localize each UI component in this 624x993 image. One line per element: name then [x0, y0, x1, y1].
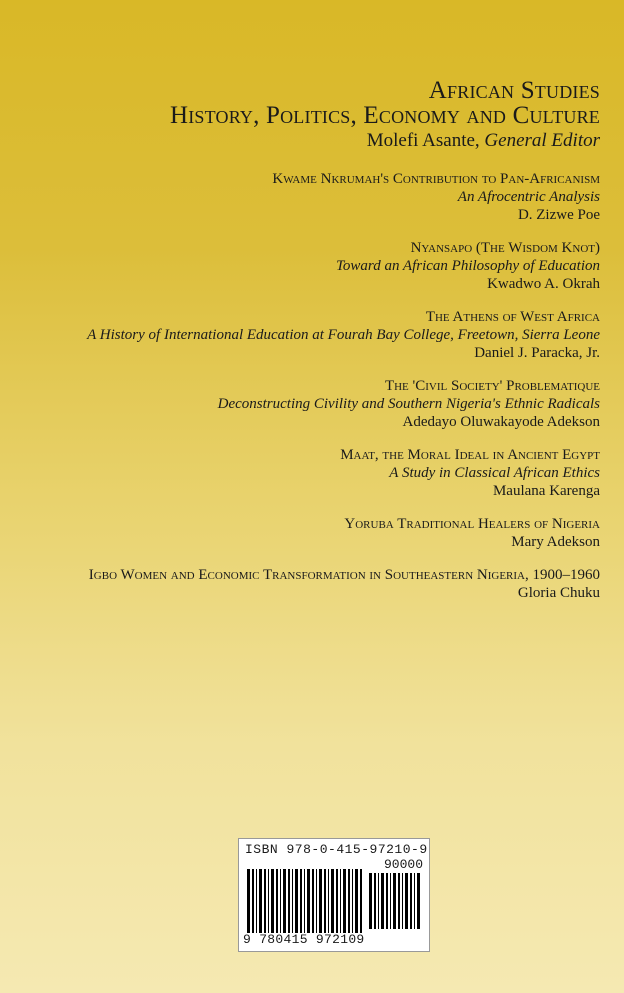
book-subtitle: A Study in Classical African Ethics	[389, 465, 600, 481]
editor-role: General Editor	[484, 130, 600, 151]
isbn-barcode	[238, 838, 430, 952]
book-author: Mary Adekson	[511, 534, 600, 550]
book-author: Kwadwo A. Okrah	[487, 276, 600, 292]
isbn-label: ISBN 978-0-415-97210-9	[245, 842, 428, 857]
book-title: Igbo Women and Economic Transformation in Southeastern Nigeria, 1900–1960	[88, 567, 600, 583]
book-author: Daniel J. Paracka, Jr.	[474, 345, 600, 361]
list-item	[20, 566, 600, 602]
book-title: Yoruba Traditional Healers of Nigeria	[344, 516, 600, 532]
book-subtitle: An Afrocentric Analysis	[457, 189, 600, 205]
book-title: Nyansapo (The Wisdom Knot)	[410, 240, 600, 256]
book-subtitle: A History of International Education at Fourah Bay College, Freetown, Sierra Leone	[87, 327, 600, 343]
addon-barcode-bars	[369, 873, 423, 929]
ean-barcode-bars	[247, 869, 365, 933]
series-title-line2: History, Politics, Economy and Culture	[169, 102, 600, 129]
series-header	[170, 78, 600, 128]
list-item	[20, 308, 600, 362]
book-author: Gloria Chuku	[517, 585, 600, 601]
series-editor	[367, 130, 600, 152]
book-author: Adedayo Oluwakayode Adekson	[402, 414, 600, 430]
book-author: Maulana Karenga	[492, 483, 600, 499]
price-code: 90000	[383, 857, 423, 872]
book-author: D. Zizwe Poe	[517, 207, 600, 223]
ean-number: 9 780415 972109	[243, 932, 365, 947]
list-item	[20, 446, 600, 500]
book-title: The 'Civil Society' Problematique	[384, 378, 600, 394]
book-subtitle: Deconstructing Civility and Southern Nigeria's Ethnic Radicals	[217, 396, 600, 412]
book-title: Maat, the Moral Ideal in Ancient Egypt	[340, 447, 600, 463]
book-list	[20, 170, 600, 617]
book-title: The Athens of West Africa	[425, 309, 600, 325]
list-item	[20, 239, 600, 293]
book-title: Kwame Nkrumah's Contribution to Pan-Africanism	[272, 171, 600, 187]
editor-name: Molefi Asante,	[366, 130, 485, 151]
list-item	[20, 515, 600, 551]
series-title-line1: African Studies	[428, 77, 600, 104]
list-item	[20, 170, 600, 224]
book-subtitle: Toward an African Philosophy of Education	[335, 258, 600, 274]
list-item	[20, 377, 600, 431]
